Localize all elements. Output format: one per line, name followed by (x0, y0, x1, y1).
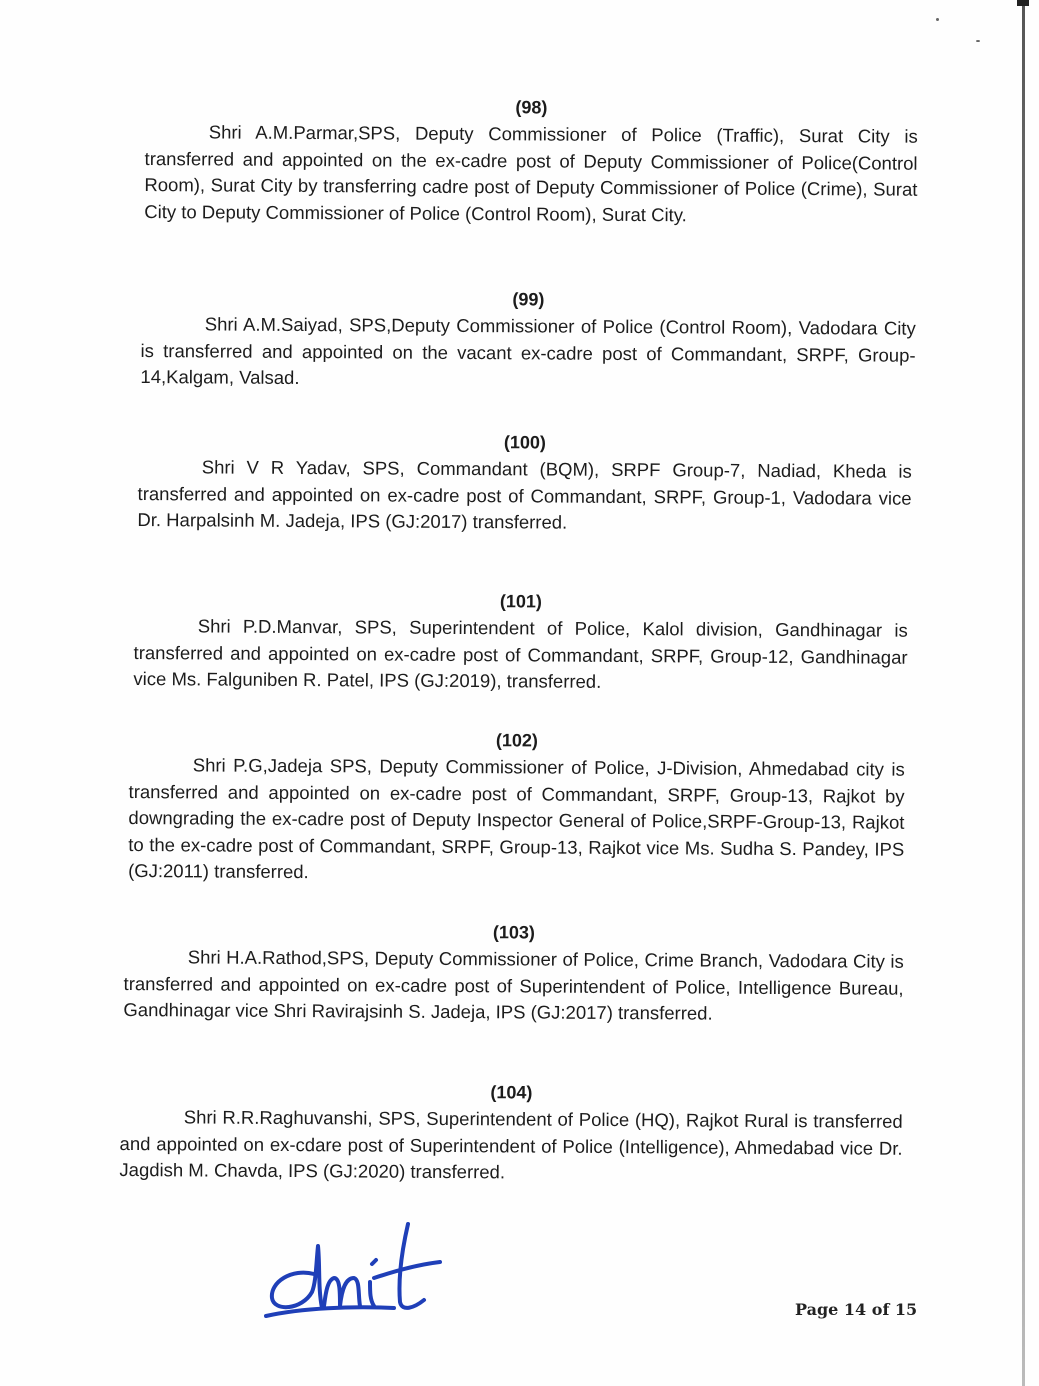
entry-text: Shri P.G,Jadeja SPS, Deputy Commissioner of Police, J-Division, Ahmedabad city is transferred and appointed on ex-cadre post of Commandant, SRPF, Group-13, Rajkot by downgrading the ex-cadre post of Deputy Inspector General of Police,SRPF-Group-13, Rajkot to the ex-cadre post of Commandant, SRPF, Group-13, Rajkot vice Ms. Sudha S. Pandey, IPS (GJ:2011) transferred. (128, 754, 905, 883)
order-entry-101 (133, 587, 908, 697)
page-edge-shadow (1022, 0, 1025, 1386)
scan-speck (976, 40, 980, 42)
entry-number: (103) (492, 922, 535, 943)
order-entry-99 (140, 285, 916, 395)
order-entry-104 (119, 1078, 903, 1188)
entry-number: (100) (503, 432, 546, 453)
order-entry-98 (144, 93, 918, 230)
entry-text: Shri R.R.Raghuvanshi, SPS, Superintendent of Police (HQ), Rajkot Rural is transferred and appointed on ex-cdare post of Superintendent of Police (Intelligence), Ahmedabad vice Dr. Jagdish M. Chavda, IPS (GJ:2020) transferred. (119, 1106, 903, 1183)
current-page: 14 (843, 1300, 867, 1319)
page-label: Page (795, 1300, 839, 1319)
entry-number: (101) (499, 591, 542, 612)
entry-number: (99) (512, 289, 545, 310)
total-pages: 15 (894, 1300, 918, 1319)
entry-text: Shri A.M.Saiyad, SPS,Deputy Commissioner of Police (Control Room), Vadodara City is transferred and appointed on the vacant ex-cadre post of Commandant, SRPF, Group-14,Kalgam, Valsad. (140, 313, 916, 388)
page-corner-mark (1017, 0, 1029, 6)
entry-number: (98) (515, 97, 548, 118)
entry-number: (104) (490, 1082, 533, 1103)
entry-text: Shri V R Yadav, SPS, Commandant (BQM), SRPF Group-7, Nadiad, Kheda is transferred and appointed on ex-cadre post of Commandant, SRPF, Group-1, Vadodara vice Dr. Harpalsinh M. Jadeja, IPS (GJ:2017) transferred. (137, 456, 912, 533)
entry-number: (102) (495, 730, 538, 751)
order-entry-102 (128, 726, 905, 889)
order-entry-103 (123, 918, 904, 1028)
order-entry-100 (137, 428, 912, 538)
scan-speck (936, 18, 939, 21)
entry-text: Shri H.A.Rathod,SPS, Deputy Commissioner of Police, Crime Branch, Vadodara City is transferred and appointed on ex-cadre post of Superintendent of Police, Intelligence Bureau, Gandhinagar vice Shri Ravirajsinh S. Jadeja, IPS (GJ:2017) transferred. (123, 946, 904, 1024)
entry-text: Shri P.D.Manvar, SPS, Superintendent of Police, Kalol division, Gandhinagar is transferred and appointed on ex-cadre post of Commandant, SRPF, Group-12, Gandhinagar vice Ms. Falguniben R. Patel, IPS (GJ:2019), transferred. (133, 615, 908, 692)
page-number (795, 1300, 917, 1319)
signature (262, 1216, 452, 1326)
entry-text: Shri A.M.Parmar,SPS, Deputy Commissioner of Police (Traffic), Surat City is transferred and appointed on the ex-cadre post of Deputy Commissioner of Police(Control Room), Surat City by transferring cadre post of Deputy Commissioner of Police (Crime), Surat City to Deputy Commissioner of Police (Control Room), Surat City. (144, 121, 918, 225)
of-label: of (871, 1300, 890, 1319)
